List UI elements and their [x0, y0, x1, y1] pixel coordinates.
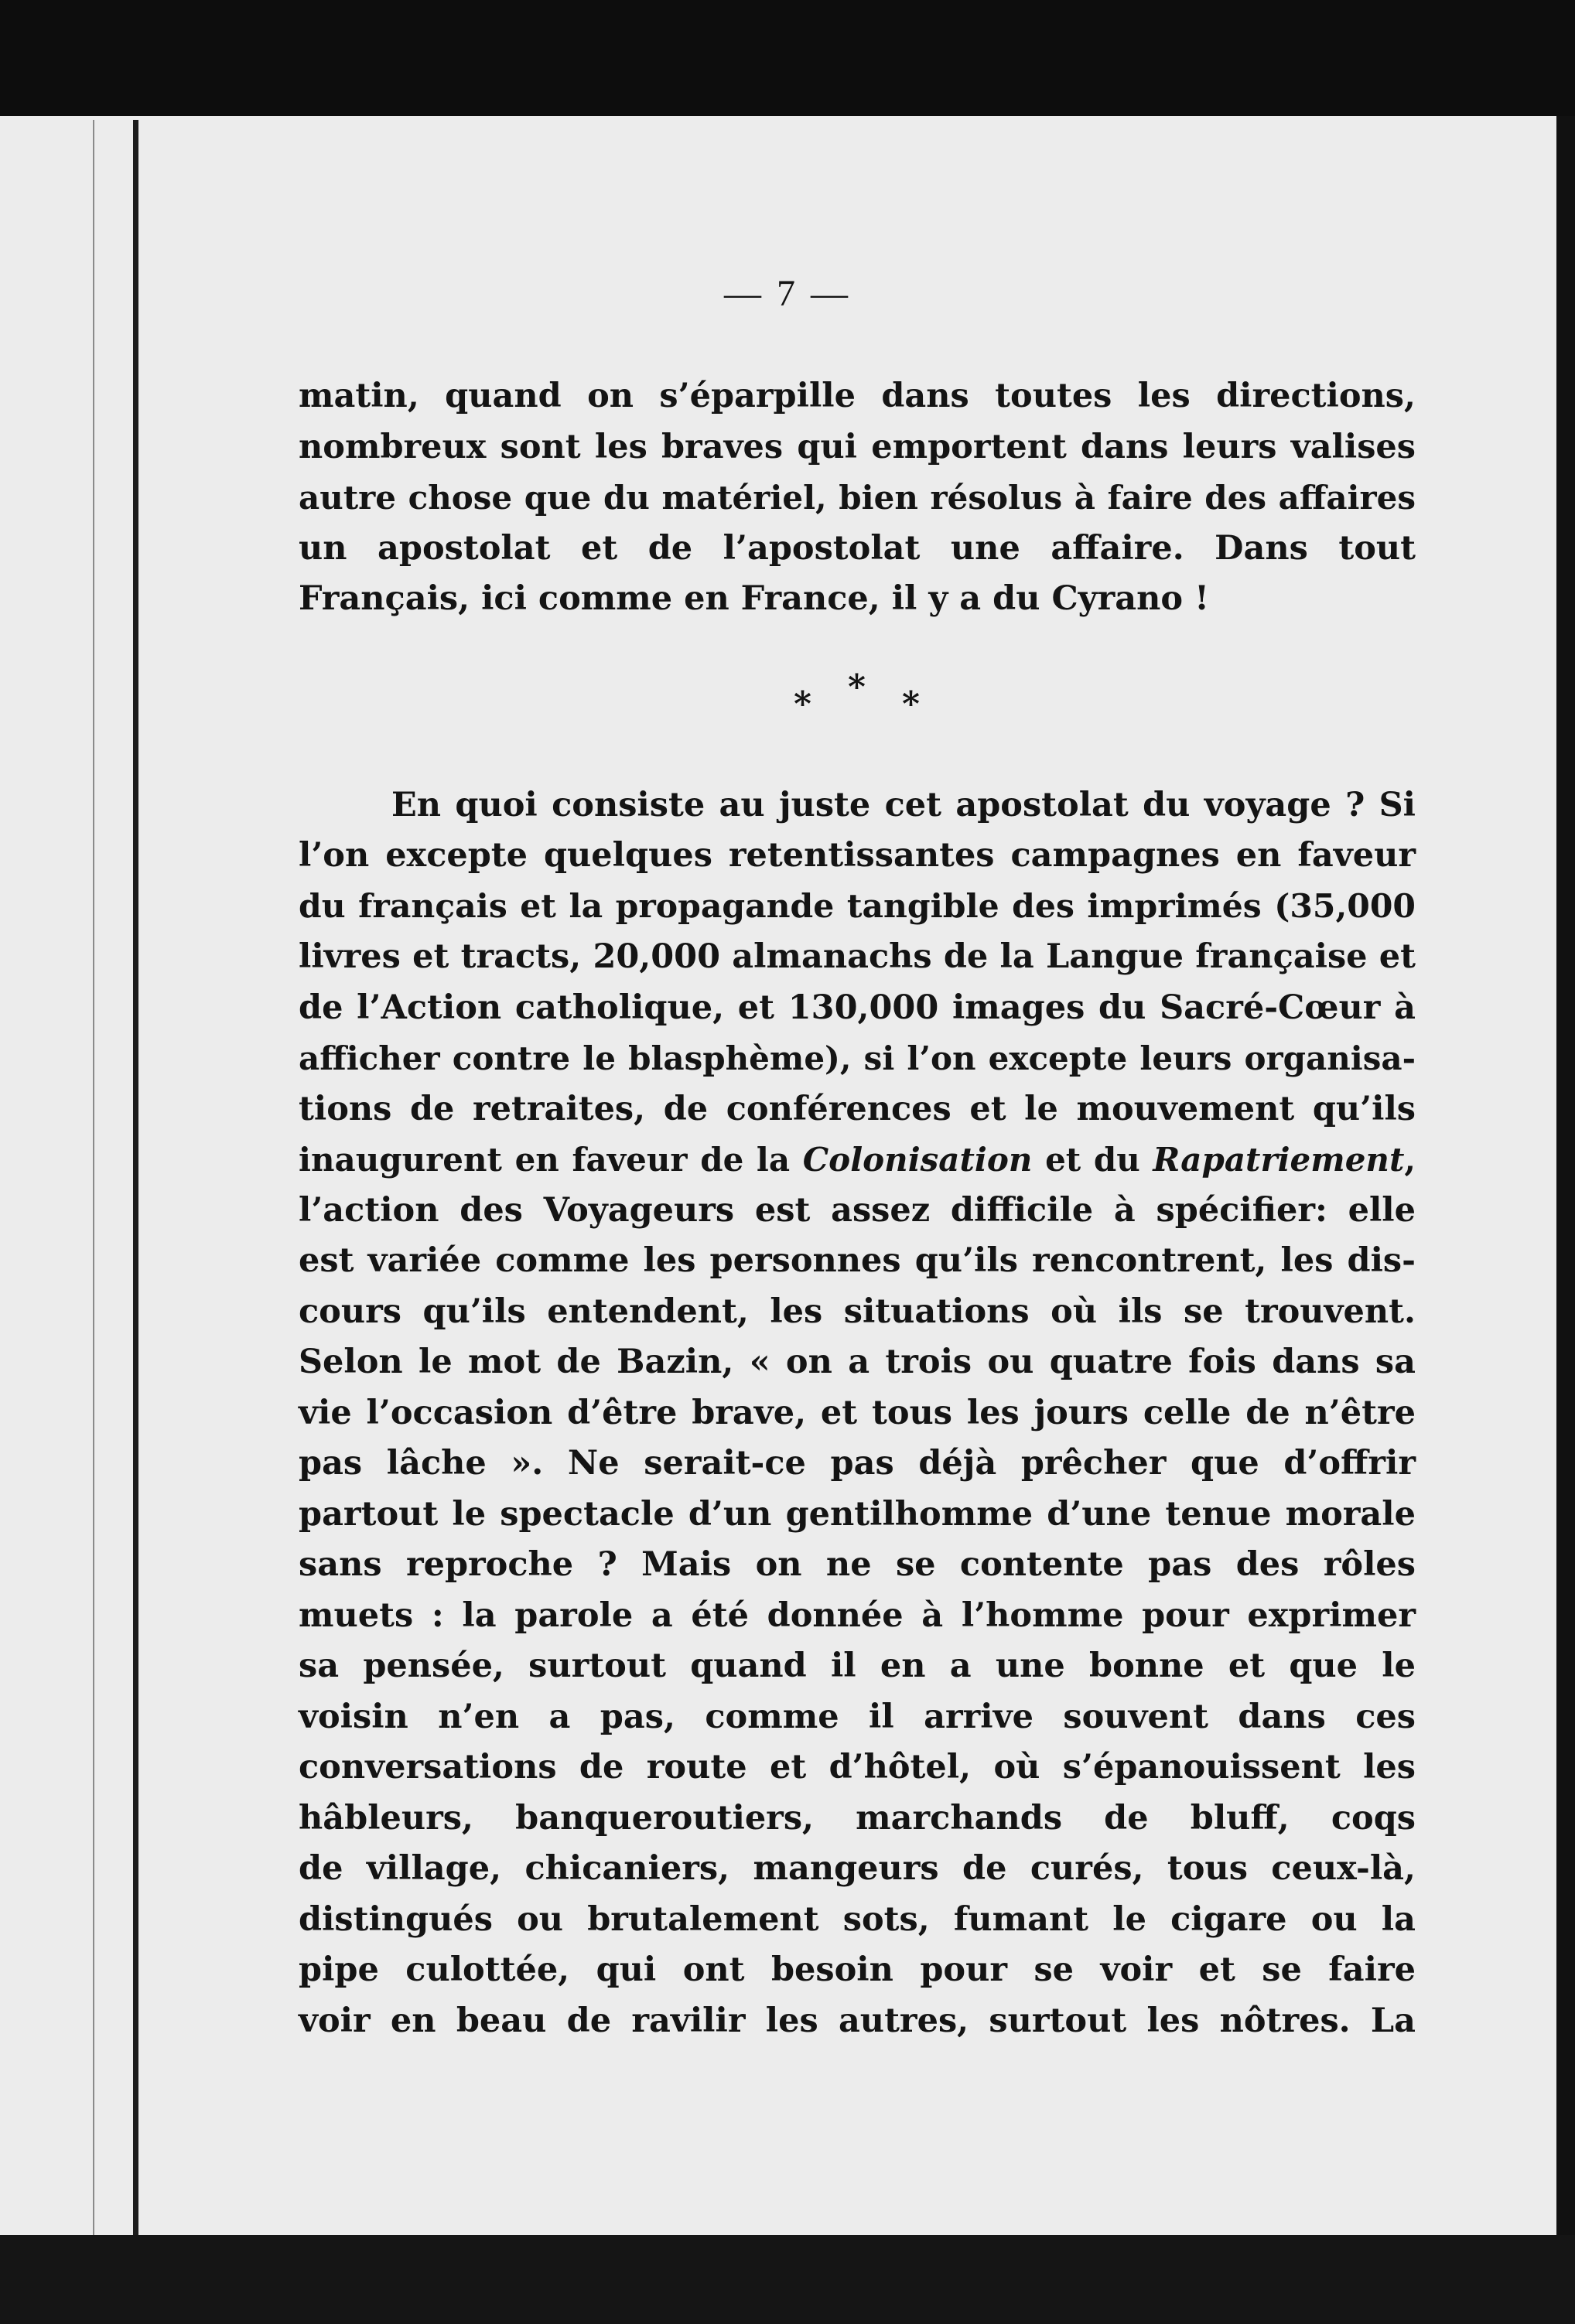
paragraph-1 [299, 371, 1416, 625]
binding-edge-thin [93, 120, 94, 2235]
text-line: conversations de route et d’hôtel, où s’épanouissent les [299, 1748, 1416, 1787]
text-line: pipe culottée, qui ont besoin pour se voir et se faire [299, 1950, 1416, 1989]
text-line: cours qu’ils entendent, les situations où ils se trouvent. [299, 1292, 1416, 1331]
text-line: nombreux sont les braves qui emportent dans leurs valises [299, 427, 1416, 466]
text-line: vie l’occasion d’être brave, et tous les jours celle de n’être [299, 1393, 1416, 1432]
text-line: Selon le mot de Bazin, « on a trois ou quatre fois dans sa [299, 1343, 1416, 1381]
text-line: En quoi consiste au juste cet apostolat du voyage ? Si [391, 785, 1416, 824]
text-line: distingués ou brutalement sots, fumant le cigare ou la [299, 1899, 1416, 1939]
text-segment: , [1404, 1141, 1416, 1179]
section-separator [299, 625, 1416, 780]
italic-term-colonisation: Colonisation [802, 1141, 1033, 1179]
text-line: pas lâche ». Ne serait-ce pas déjà prêcher que d’offrir [299, 1444, 1416, 1483]
bottom-margin-shadow [0, 2235, 1575, 2324]
binding-edge [133, 120, 138, 2235]
text-line: voisin n’en a pas, comme il arrive souvent dans ces [299, 1697, 1416, 1736]
text-line: partout le spectacle d’un gentilhomme d’une tenue morale [299, 1494, 1416, 1534]
paragraph-2 [299, 780, 1416, 2047]
text-line: de village, chicaniers, mangeurs de curés, tous ceux-là, [299, 1849, 1416, 1888]
text-line: est variée comme les personnes qu’ils rencontrent, les dis- [299, 1241, 1416, 1280]
text-line: l’on excepte quelques retentissantes campagnes en faveur [299, 836, 1416, 875]
text-line: de l’Action catholique, et 130,000 images du Sacré-Cœur à [299, 988, 1416, 1027]
separator-asterisk: * [794, 684, 812, 724]
text-line: un apostolat et de l’apostolat une affaire. Dans tout [299, 528, 1416, 568]
italic-term-rapatriement: Rapatriement [1153, 1141, 1405, 1179]
body-text [299, 371, 1416, 2046]
text-line: voir en beau de ravilir les autres, surtout les nôtres. La [299, 2001, 1416, 2040]
text-line: Français, ici comme en France, il y a du Cyrano ! [299, 579, 1209, 618]
text-line: matin, quand on s’éparpille dans toutes les directions, [299, 377, 1416, 415]
text-line: du français et la propagande tangible des imprimés (35,000 [299, 886, 1416, 926]
text-line: livres et tracts, 20,000 almanachs de la Langue française et [299, 937, 1416, 976]
text-segment: et du [1032, 1141, 1153, 1179]
text-line: tions de retraites, de conférences et le mouvement qu’ils [299, 1089, 1416, 1128]
text-line: autre chose que du matériel, bien résolus à faire des affaires [299, 479, 1416, 517]
text-line-with-italics [299, 1135, 1416, 1186]
separator-asterisk: * [848, 667, 866, 707]
right-margin-shadow [1556, 116, 1575, 2235]
text-segment: inaugurent en faveur de la [299, 1141, 803, 1179]
text-line: l’action des Voyageurs est assez difficile à spécifier: elle [299, 1190, 1416, 1230]
text-line: sa pensée, surtout quand il en a une bonne et que le [299, 1647, 1416, 1685]
text-line: sans reproche ? Mais on ne se contente pas des rôles [299, 1545, 1416, 1584]
text-line: afficher contre le blasphème), si l’on excepte leurs organisa- [299, 1039, 1416, 1077]
separator-asterisk: * [902, 684, 921, 724]
text-line: muets : la parole a été donnée à l’homme pour exprimer [299, 1595, 1416, 1635]
text-line: hâbleurs, banqueroutiers, marchands de bluff, coqs [299, 1798, 1416, 1838]
page-number: — 7 — [724, 273, 851, 314]
